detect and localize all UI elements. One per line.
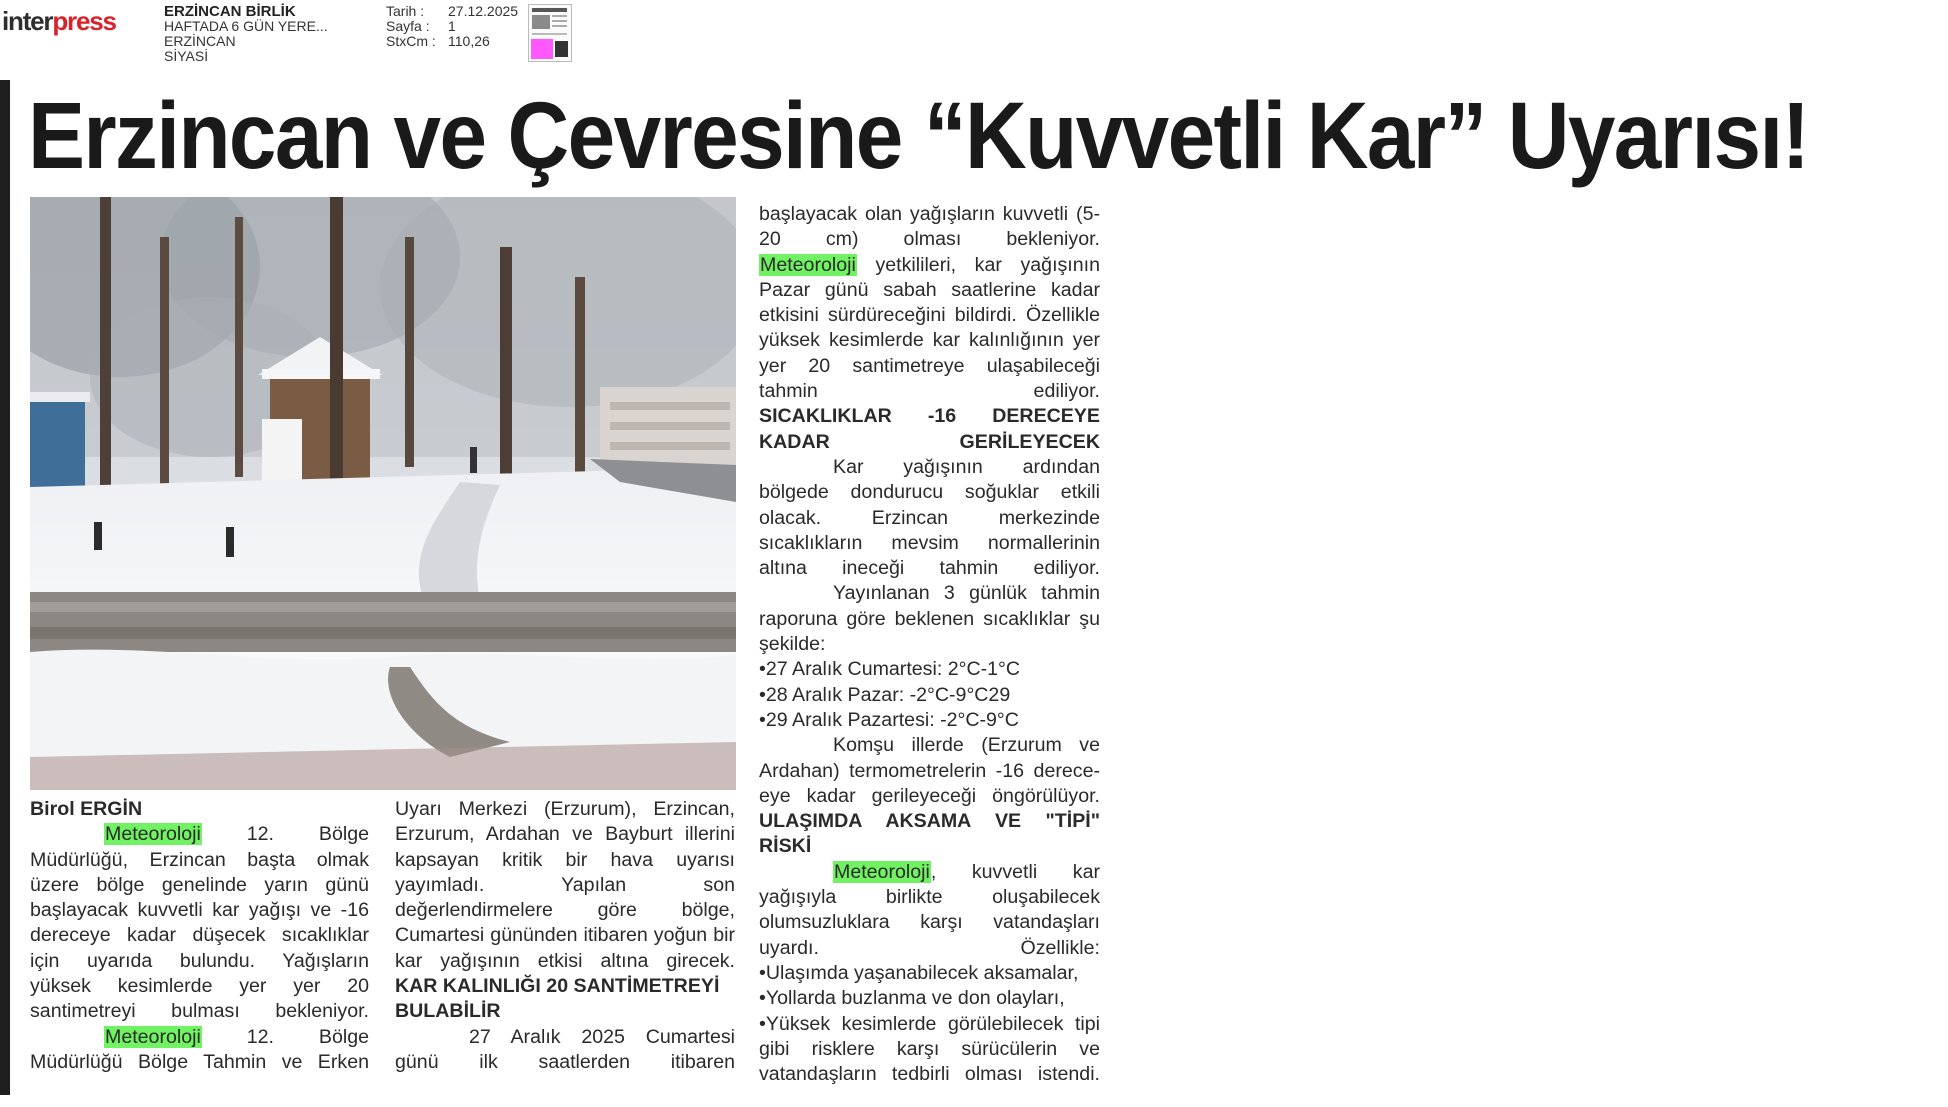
risk-item-2: •Yollarda buzlanma ve don olayları, bbox=[759, 987, 1065, 1010]
risk-item-1: •Ulaşımda yaşanabilecek aksamalar, bbox=[759, 961, 1079, 984]
meta-size-value: 110,26 bbox=[448, 33, 490, 49]
publication-info bbox=[164, 4, 328, 64]
keyword-highlight: Meteoroloji bbox=[834, 860, 930, 883]
col3-paragraph-6 bbox=[759, 860, 1100, 961]
keyword-highlight: Meteoroloji bbox=[105, 823, 201, 846]
temperature-item-2: •28 Aralık Pazar: -2°C-9°C29 bbox=[759, 683, 1011, 706]
col2-paragraph-1: Uyarı Merkezi (Erzurum), Erzincan, Erzurum, Ardahan ve Bayburt illerini kapsayan kritik bir hava uyarısı yayımladı. Yapılan son değerlendirmelere göre bölge, Cumartesi gününden itibaren yoğun bir kar yağışının etkisi altına girecek. bbox=[395, 798, 735, 972]
publication-name: ERZİNCAN BİRLİK bbox=[164, 3, 296, 20]
col2-paragraph-2: 27 Aralık 2025 Cumartesi günü ilk saatlerden itibaren bbox=[395, 1025, 735, 1073]
meta-page-value: 1 bbox=[448, 18, 456, 34]
article-column-3 bbox=[759, 202, 1100, 1087]
publication-frequency: HAFTADA 6 GÜN YERE... bbox=[164, 18, 328, 34]
publication-category: SİYASİ bbox=[164, 48, 209, 64]
col1-paragraph-1 bbox=[30, 822, 369, 1024]
col3-paragraph-6-text: , kuvvetli kar yağışıyla birlikte oluşabilecek olumsuzluklara karşı vatandaşları uyardı. Özellikle: bbox=[759, 860, 1100, 959]
page-thumbnail[interactable] bbox=[528, 4, 572, 62]
temperature-item-3: •29 Aralık Pazartesi: -2°C-9°C bbox=[759, 708, 1019, 731]
keyword-highlight: Meteoroloji bbox=[105, 1025, 201, 1048]
col1-paragraph-2-text: 12. Bölge Müdürlüğü Bölge Tahmin ve Erken bbox=[30, 1025, 369, 1073]
byline: Birol ERGİN bbox=[30, 798, 143, 820]
meta-size-label: StxCm : bbox=[386, 33, 436, 49]
col3-paragraph-2 bbox=[759, 253, 1100, 405]
col3-paragraph-4: Yayınlanan 3 günlük tahmin raporuna göre beklenen sıcaklıklar şu şekilde: bbox=[759, 582, 1100, 656]
col3-subheading-2: ULAŞIMDA AKSAMA VE "TİPİ" RİSKİ bbox=[759, 810, 1100, 858]
article-headline: Erzincan ve Çevresine “Kuvvetli Kar” Uyarısı! bbox=[28, 83, 1809, 189]
publication-city: ERZİNCAN bbox=[164, 33, 236, 49]
col1-paragraph-2 bbox=[30, 1025, 369, 1076]
risk-item-3: •Yüksek kesimlerde görülebilecek tipi gibi risklere karşı sürücülerin ve vatandaşların tedbirli olması istendi. bbox=[759, 1012, 1100, 1086]
clipping-meta bbox=[386, 4, 518, 49]
col3-paragraph-1: başlayacak olan yağışların kuvvetli (5-20 cm) olması bekleniyor. bbox=[759, 203, 1100, 251]
meta-date-value: 27.12.2025 bbox=[448, 3, 519, 19]
logo-accent: press bbox=[52, 6, 116, 36]
keyword-highlight: Meteoroloji bbox=[760, 253, 856, 276]
col3-paragraph-5: Komşu illerde (Erzurum ve Ardahan) termometrelerin -16 derece- eye kadar gerileyeceği öngörülüyor. bbox=[759, 734, 1100, 807]
col1-paragraph-1-text: 12. Bölge Müdürlüğü, Erzincan başta olmak üzere bölge genelinde yarın günü başlayacak kuvvetli kar yağışı ve -16 dereceye kadar düşecek sıcaklıklar için uyarıda bulundu. Yağışların yüksek kesimlerde yer yer 20 santimetreyi bulması bekleniyor. bbox=[30, 823, 369, 1023]
article-column-1 bbox=[30, 797, 369, 1075]
article-column-2 bbox=[395, 797, 735, 1075]
meta-size-row bbox=[386, 34, 518, 49]
meta-date-label: Tarih : bbox=[386, 3, 425, 19]
interpress-logo bbox=[2, 6, 116, 37]
snowy-park-photo bbox=[30, 197, 736, 790]
col3-subheading-1: SICAKLIKLAR -16 DERECEYE KADAR GERİLEYECEK bbox=[759, 405, 1100, 453]
col2-subheading: KAR KALINLIĞI 20 SANTİMETREYİ BULABİLİR bbox=[395, 975, 720, 1023]
meta-page-label: Sayfa : bbox=[386, 18, 430, 34]
col3-paragraph-2-text: yetkilileri, kar yağışının Pazar günü sabah saatlerine kadar etkisini sürdüreceğini bildirdi. Özellikle yüksek kesimlerde kar kalınlığının yer yer 20 santimetreye ulaşabileceği tahmin ediliyor. bbox=[759, 253, 1100, 403]
logo-prefix: inter bbox=[2, 6, 53, 36]
meta-date-row bbox=[386, 4, 518, 19]
col3-paragraph-3: Kar yağışının ardından bölgede dondurucu soğuklar etkili olacak. Erzincan merkezinde sıcaklıkların mevsim normallerinin altına ineceği tahmin ediliyor. bbox=[759, 455, 1100, 580]
meta-page-row bbox=[386, 19, 518, 34]
article-left-bar bbox=[0, 80, 10, 1095]
temperature-item-1: •27 Aralık Cumartesi: 2°C-1°C bbox=[759, 658, 1021, 681]
